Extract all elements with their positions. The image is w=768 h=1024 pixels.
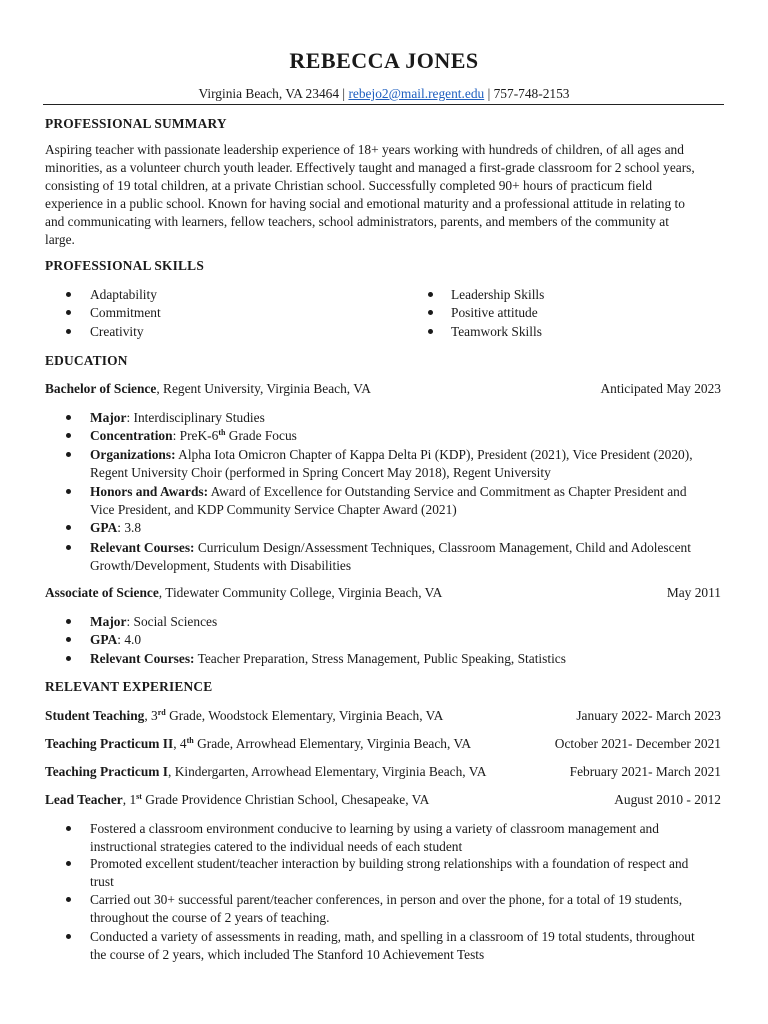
job-entry [45, 763, 721, 781]
job-entry [45, 791, 721, 809]
item-value: Teacher Preparation, Stress Management, Public Speaking, Statistics [194, 651, 566, 666]
bullet-icon [428, 329, 433, 334]
job-title: Lead Teacher [45, 792, 123, 807]
job-date: August 2010 - 2012 [614, 792, 721, 807]
job-date: January 2022- March 2023 [576, 708, 721, 723]
school-name: , Tidewater Community College, Virginia Beach, VA [158, 585, 443, 600]
job-detail: , 3 [144, 708, 158, 723]
summary-heading: PROFESSIONAL SUMMARY [45, 116, 227, 131]
skill-item: Leadership Skills [451, 287, 545, 302]
skills-heading: PROFESSIONAL SKILLS [45, 258, 204, 273]
bullet-line: Promoted excellent student/teacher interaction by building strong relationships with a foundation of respect and [90, 856, 689, 871]
item-value: : Social Sciences [126, 614, 218, 629]
summary-line: Aspiring teacher with passionate leadership experience of 18+ years working with hundreds of children, of all ages and [45, 142, 684, 157]
skill-item: Teamwork Skills [451, 324, 542, 339]
item-label: Concentration [90, 428, 173, 443]
bullet-icon [66, 656, 71, 661]
bullet-icon [66, 292, 71, 297]
job-detail: Grade Providence Christian School, Chesapeake, VA [141, 792, 430, 807]
job-title: Student Teaching [45, 708, 145, 723]
concentration-item [90, 427, 720, 445]
bullet-icon [66, 329, 71, 334]
item-value: Regent University Choir (performed in Spring Concert May 2018), Regent University [90, 465, 551, 480]
item-value: Award of Excellence for Outstanding Service and Commitment as Chapter President and [208, 484, 687, 499]
item-label: Major [90, 410, 127, 425]
bullet-icon [66, 934, 71, 939]
bullet-icon [428, 292, 433, 297]
bullet-icon [66, 826, 71, 831]
experience-bullet [90, 891, 720, 927]
item-value: Vice President, and KDP Community Service Chapter Award (2021) [90, 502, 457, 517]
summary-line: minorities, as a volunteer church youth leader. Effectively taught and managed a first-grade classroom for 2 school years, [45, 160, 695, 175]
job-date: October 2021- December 2021 [554, 736, 721, 751]
item-value: : PreK-6 [172, 428, 219, 443]
contact-separator: | [484, 86, 494, 101]
job-entry [45, 735, 721, 753]
bullet-icon [66, 433, 71, 438]
school-name: , Regent University, Virginia Beach, VA [156, 381, 371, 396]
item-value: Curriculum Design/Assessment Techniques, Classroom Management, Child and Adolescent [194, 540, 691, 555]
experience-bullet [90, 820, 720, 856]
item-value: : Interdisciplinary Studies [126, 410, 265, 425]
item-label: Relevant Courses: [90, 651, 195, 666]
bullet-icon [66, 310, 71, 315]
item-label: GPA [90, 632, 118, 647]
skill-item: Adaptability [90, 287, 157, 302]
item-label: Major [90, 614, 127, 629]
bullet-icon [66, 637, 71, 642]
item-label: Relevant Courses: [90, 540, 195, 555]
bullet-line: throughout the course of 2 years of teaching. [90, 910, 330, 925]
bullet-line: Fostered a classroom environment conducive to learning by using a variety of classroom management and [90, 821, 659, 836]
degree-title: Associate of Science [45, 585, 159, 600]
contact-phone: 757-748-2153 [493, 86, 570, 101]
contact-location: Virginia Beach, VA 23464 [198, 86, 340, 101]
experience-heading: RELEVANT EXPERIENCE [45, 679, 213, 694]
skill-item: Positive attitude [451, 305, 538, 320]
bullet-icon [66, 415, 71, 420]
education-entry-as [45, 584, 721, 602]
ordinal-suffix: st [136, 792, 142, 801]
summary-line: large. [45, 232, 75, 247]
job-title: Teaching Practicum II [45, 736, 174, 751]
bullet-line: trust [90, 874, 114, 889]
bullet-icon [66, 897, 71, 902]
courses-item [90, 539, 720, 575]
bullet-icon [428, 310, 433, 315]
bullet-icon [66, 619, 71, 624]
entry-date: May 2011 [666, 585, 721, 600]
major-item [90, 409, 720, 427]
item-label: Honors and Awards: [90, 484, 209, 499]
contact-line [0, 85, 768, 103]
bullet-icon [66, 489, 71, 494]
header-divider [43, 104, 724, 105]
skill-item: Creativity [90, 324, 144, 339]
summary-line: experience in a public school. Known for having social and emotional maturity and a professional attitude in relating to [45, 196, 685, 211]
summary-line: and communicating with learners, fellow teachers, school administrators, parents, and members of the community at [45, 214, 669, 229]
item-value: Alpha Iota Omicron Chapter of Kappa Delta Pi (KDP), President (2021), Vice President (2020), [175, 447, 693, 462]
job-entry [45, 707, 721, 725]
resume-name: REBECCA JONES [289, 48, 479, 73]
bullet-icon [66, 545, 71, 550]
honors-item [90, 483, 720, 519]
bullet-line: the course of 2 years, which included The Stanford 10 Achievement Tests [90, 947, 485, 962]
email-link[interactable]: rebejo2@mail.regent.edu [348, 86, 485, 101]
job-detail: , Kindergarten, Arrowhead Elementary, Virginia Beach, VA [168, 764, 487, 779]
job-detail: Grade, Arrowhead Elementary, Virginia Beach, VA [193, 736, 472, 751]
contact-separator: | [339, 86, 349, 101]
ordinal-suffix: th [186, 736, 194, 745]
item-value: : 4.0 [117, 632, 142, 647]
item-value: : 3.8 [117, 520, 142, 535]
job-detail: , 4 [173, 736, 187, 751]
ordinal-suffix: rd [157, 708, 166, 717]
courses-item [90, 650, 720, 668]
item-label: Organizations: [90, 447, 176, 462]
gpa-item [90, 519, 720, 537]
item-value: Growth/Development, Students with Disabilities [90, 558, 352, 573]
skill-item: Commitment [90, 305, 161, 320]
experience-bullet [90, 928, 720, 964]
item-label: GPA [90, 520, 118, 535]
job-date: February 2021- March 2021 [569, 764, 721, 779]
experience-bullet [90, 855, 720, 891]
organizations-item [90, 446, 720, 482]
job-detail: , 1 [122, 792, 137, 807]
bullet-line: Conducted a variety of assessments in reading, math, and spelling in a classroom of 19 total students, throughout [90, 929, 695, 944]
entry-date: Anticipated May 2023 [600, 381, 721, 396]
summary-paragraph [45, 141, 725, 249]
bullet-icon [66, 452, 71, 457]
bullet-icon [66, 525, 71, 530]
bullet-line: instructional strategies catered to the individual needs of each student [90, 839, 463, 854]
degree-title: Bachelor of Science [45, 381, 157, 396]
education-heading: EDUCATION [45, 353, 128, 368]
job-detail: Grade, Woodstock Elementary, Virginia Beach, VA [165, 708, 444, 723]
bullet-icon [66, 861, 71, 866]
education-entry-bs [45, 380, 721, 398]
bullet-line: Carried out 30+ successful parent/teacher conferences, in person and over the phone, for a total of 19 students, [90, 892, 683, 907]
item-value: Grade Focus [225, 428, 297, 443]
job-title: Teaching Practicum I [45, 764, 168, 779]
gpa-item [90, 631, 720, 649]
major-item [90, 613, 720, 631]
summary-line: consisting of 19 total children, at a private Christian school. Successfully completed 90+ hours of practicum field [45, 178, 653, 193]
ordinal-suffix: th [218, 428, 226, 437]
